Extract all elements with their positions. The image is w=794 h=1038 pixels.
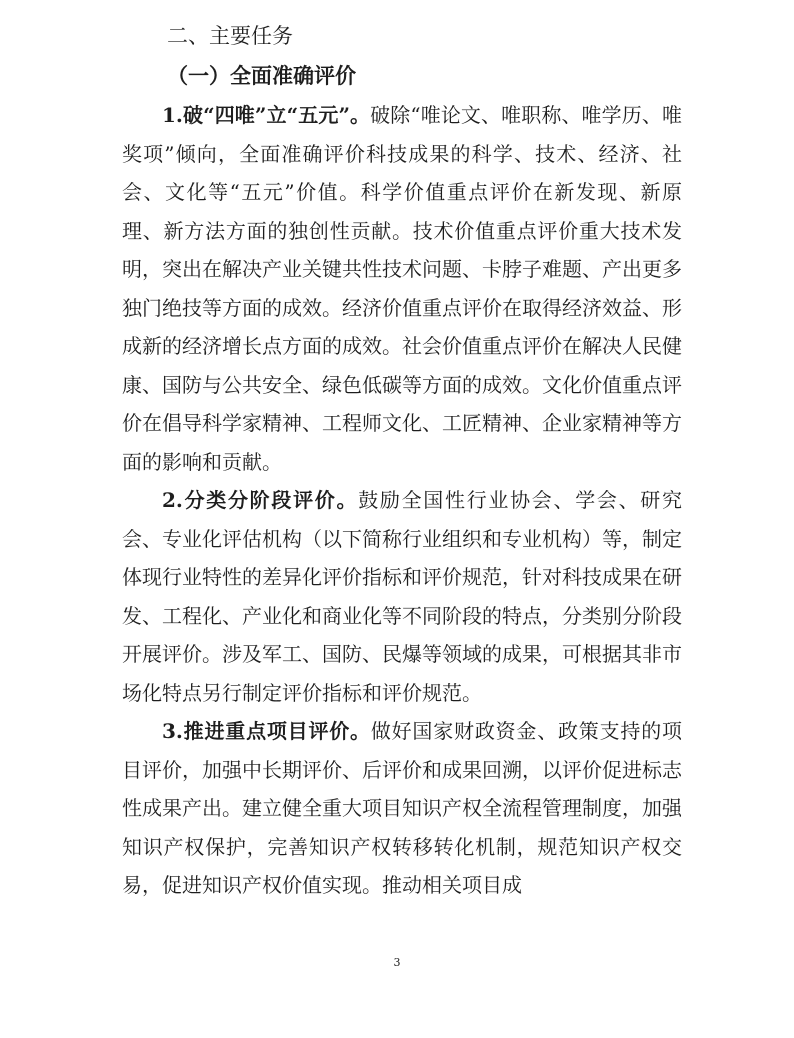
body-text xyxy=(122,96,682,905)
paragraph-lead: 1.破“四唯”立“五元”。 xyxy=(162,103,371,127)
paragraph xyxy=(122,481,682,712)
paragraph-text: 鼓励全国性行业协会、学会、研究会、专业化评估机构（以下简称行业组织和专业机构）等，制定体现行业特性的差异化评价指标和评价规范，针对科技成果在研发、工程化、产业化和商业化等不同阶段的特点，分类别分阶段开展评价。涉及军工、国防、民爆等领域的成果，可根据其非市场化特点另行制定评价指标和评价规范。 xyxy=(122,488,682,705)
page-number: 3 xyxy=(393,956,401,969)
paragraph-text: 破除“唯论文、唯职称、唯学历、唯奖项”倾向，全面准确评价科技成果的科学、技术、经济、社会、文化等“五元”价值。科学价值重点评价在新发现、新原理、新方法方面的独创性贡献。技术价值重点评价重大技术发明，突出在解决产业关键共性技术问题、卡脖子难题、产出更多独门绝技等方面的成效。经济价值重点评价在取得经济效益、形成新的经济增长点方面的成效。社会价值重点评价在解决人民健康、国防与公共安全、绿色低碳等方面的成效。文化价值重点评价在倡导科学家精神、工程师文化、工匠精神、企业家精神等方面的影响和贡献。 xyxy=(122,103,682,474)
sub-heading: （一）全面准确评价 xyxy=(167,64,356,88)
section-heading: 二、主要任务 xyxy=(167,24,293,48)
paragraph xyxy=(122,96,682,481)
paragraph-lead: 2.分类分阶段评价。 xyxy=(162,488,359,512)
paragraph xyxy=(122,712,682,905)
paragraph-text: 做好国家财政资金、政策支持的项目评价，加强中长期评价、后评价和成果回溯，以评价促进标志性成果产出。建立健全重大项目知识产权全流程管理制度，加强知识产权保护，完善知识产权转移转化机制，规范知识产权交易，促进知识产权价值实现。推动相关项目成 xyxy=(122,719,682,897)
paragraph-lead: 3.推进重点项目评价。 xyxy=(162,719,371,743)
